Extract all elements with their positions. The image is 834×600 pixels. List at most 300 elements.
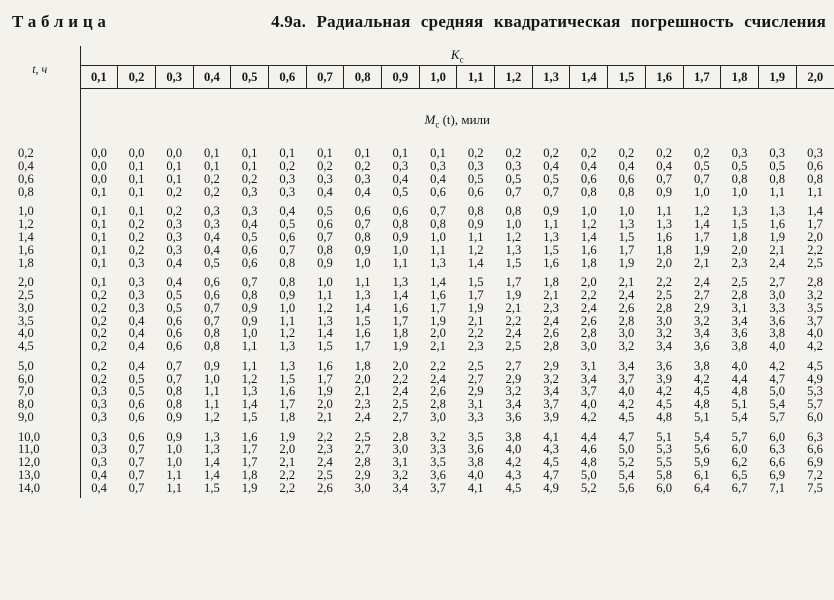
cell-value: 4,4 — [580, 429, 597, 444]
cell-value: 6,0 — [656, 480, 673, 495]
cell-value: 3,2 — [618, 339, 635, 354]
cell-value: 1,3 — [618, 217, 635, 232]
cell-value: 0,2 — [618, 146, 635, 161]
cell-value: 1,1 — [317, 287, 333, 302]
cell-value: 1,3 — [279, 358, 296, 373]
kc-value: 1,5 — [608, 66, 646, 89]
cell-value: 1,0 — [580, 204, 597, 219]
cell-value: 5,8 — [656, 467, 673, 482]
cell-value: 0,6 — [354, 204, 371, 219]
cell-value: 2,4 — [618, 287, 635, 302]
cell-value: 2,0 — [807, 229, 823, 244]
cell-value: 4,4 — [731, 371, 748, 386]
cell-value: 7,2 — [807, 467, 823, 482]
cell-value: 2,7 — [505, 358, 522, 373]
cell-value: 1,6 — [769, 217, 786, 232]
cell-value: 2,3 — [731, 255, 748, 270]
cell-value: 1,1 — [467, 229, 484, 244]
cell-value: 5,7 — [769, 409, 786, 424]
cell-value: 0,1 — [241, 159, 258, 174]
cell-value: 3,6 — [731, 326, 748, 341]
mc-arg: (t) — [442, 112, 455, 128]
t-value: 0,8 — [0, 185, 80, 198]
cell-value: 1,0 — [392, 242, 409, 257]
cell-value: 1,2 — [580, 217, 597, 232]
cell-value: 4,3 — [543, 442, 559, 457]
cell-value: 1,9 — [279, 429, 296, 444]
cell-value: 2,3 — [317, 442, 333, 457]
cell-value: 1,4 — [580, 229, 597, 244]
kc-value: 1,4 — [570, 66, 608, 89]
cell-value: 0,5 — [241, 229, 258, 244]
cell-value: 0,1 — [91, 184, 107, 199]
cell-value: 0,8 — [392, 217, 409, 232]
mc-label: M — [424, 112, 436, 128]
cell-value: 5,2 — [618, 455, 635, 470]
cell-value: 1,7 — [279, 397, 296, 412]
cell-value: 1,7 — [354, 339, 371, 354]
kc-header — [80, 46, 834, 66]
cell-value: 3,6 — [505, 409, 522, 424]
cell-value: 0,2 — [128, 242, 145, 257]
cell-value: 2,9 — [543, 358, 559, 373]
cell-value: 2,1 — [693, 255, 710, 270]
cell-value: 3,0 — [392, 442, 409, 457]
cell-value: 0,6 — [279, 229, 296, 244]
kc-sub: с — [459, 54, 464, 65]
t-value: 12,0 — [0, 456, 80, 469]
kc-value: 0,2 — [118, 66, 156, 89]
cell-value: 0,8 — [618, 184, 635, 199]
cell-value: 1,3 — [317, 313, 333, 328]
cell-value: 2,8 — [656, 300, 673, 315]
cell-value: 1,7 — [467, 287, 484, 302]
table-row — [0, 340, 834, 353]
cell-value: 5,6 — [618, 480, 635, 495]
cell-value: 3,0 — [580, 339, 597, 354]
mc-unit: мили — [461, 112, 490, 128]
cell-value: 2,1 — [618, 275, 635, 290]
kc-value: 0,7 — [306, 66, 344, 89]
cell-value: 5,4 — [693, 429, 710, 444]
cell-value: 3,7 — [807, 313, 823, 328]
cell-value: 2,3 — [354, 397, 371, 412]
cell-value: 0,5 — [166, 287, 183, 302]
cell-value: 2,1 — [769, 242, 786, 257]
cell-value: 2,9 — [693, 300, 710, 315]
t-value: 3,0 — [0, 301, 80, 314]
cell-value: 0,9 — [166, 409, 183, 424]
cell-value: 3,5 — [430, 455, 446, 470]
cell-value: 6,2 — [731, 455, 748, 470]
cell-value: 1,5 — [354, 313, 371, 328]
cell-value: 0,7 — [505, 184, 522, 199]
cell-value: 1,4 — [241, 397, 258, 412]
cell-value: 3,1 — [580, 358, 597, 373]
table-row — [0, 256, 834, 269]
cell-value: 1,6 — [392, 300, 409, 315]
cell-value: 4,2 — [656, 384, 673, 399]
cell-value: 0,1 — [128, 159, 145, 174]
cell-value: 3,8 — [467, 455, 484, 470]
table-row — [0, 372, 834, 385]
cell-value: 0,3 — [769, 146, 786, 161]
cell-value: 1,8 — [731, 229, 748, 244]
cell-value: 1,4 — [317, 326, 333, 341]
cell-value: 0,3 — [91, 409, 107, 424]
cell-value: 2,5 — [354, 429, 371, 444]
cell-value: 4,5 — [543, 455, 559, 470]
cell-value: 3,2 — [392, 467, 409, 482]
cell-value: 4,2 — [807, 339, 823, 354]
cell-value: 5,0 — [618, 442, 635, 457]
cell-value: 4,9 — [543, 480, 559, 495]
cell-value: 0,6 — [580, 171, 597, 186]
t-value: 14,0 — [0, 481, 80, 494]
cell-value: 5,0 — [769, 384, 786, 399]
cell-value: 2,6 — [317, 480, 333, 495]
cell-value: 0,3 — [91, 429, 107, 444]
cell-value: 3,6 — [656, 358, 673, 373]
t-column-header: t, ч — [0, 46, 80, 147]
cell-value: 0,6 — [128, 429, 145, 444]
cell-value: 3,6 — [430, 467, 446, 482]
cell-value: 0,2 — [656, 146, 673, 161]
cell-value: 0,6 — [241, 242, 258, 257]
cell-value: 3,1 — [731, 300, 748, 315]
cell-value: 0,4 — [128, 358, 145, 373]
cell-value: 2,2 — [467, 326, 484, 341]
cell-value: 1,3 — [204, 429, 220, 444]
cell-value: 2,8 — [731, 287, 748, 302]
cell-value: 0,3 — [807, 146, 823, 161]
cell-value: 1,0 — [430, 229, 446, 244]
t-value: 1,6 — [0, 243, 80, 256]
cell-value: 0,1 — [430, 146, 446, 161]
cell-value: 1,9 — [769, 229, 786, 244]
cell-value: 1,2 — [317, 300, 333, 315]
cell-value: 2,6 — [580, 313, 597, 328]
cell-value: 1,0 — [618, 204, 635, 219]
cell-value: 2,8 — [354, 455, 371, 470]
cell-value: 0,1 — [128, 171, 145, 186]
cell-value: 3,3 — [769, 300, 786, 315]
t-value: 8,0 — [0, 398, 80, 411]
cell-value: 4,5 — [693, 384, 710, 399]
cell-value: 0,6 — [317, 217, 333, 232]
cell-value: 2,0 — [580, 275, 597, 290]
table-row — [0, 385, 834, 398]
cell-value: 1,6 — [580, 242, 597, 257]
cell-value: 0,3 — [128, 255, 145, 270]
cell-value: 4,0 — [580, 397, 597, 412]
cell-value: 0,4 — [204, 242, 220, 257]
cell-value: 0,9 — [392, 229, 409, 244]
cell-value: 3,2 — [505, 384, 522, 399]
cell-value: 0,7 — [128, 480, 145, 495]
cell-value: 3,4 — [392, 480, 409, 495]
cell-value: 0,6 — [618, 171, 635, 186]
cell-value: 1,9 — [505, 287, 522, 302]
cell-value: 1,2 — [693, 204, 710, 219]
cell-value: 0,3 — [241, 204, 258, 219]
cell-value: 1,1 — [543, 217, 559, 232]
cell-value: 0,7 — [166, 358, 183, 373]
cell-value: 0,9 — [467, 217, 484, 232]
cell-value: 3,7 — [543, 397, 559, 412]
table-row — [0, 289, 834, 302]
cell-value: 1,0 — [279, 300, 296, 315]
cell-value: 0,2 — [241, 171, 258, 186]
cell-value: 0,6 — [166, 313, 183, 328]
mc-header: $M_с$ (t), мили — [424, 112, 490, 130]
cell-value: 0,4 — [128, 326, 145, 341]
cell-value: 6,0 — [769, 429, 786, 444]
cell-value: 3,8 — [693, 358, 710, 373]
cell-value: 1,3 — [354, 287, 371, 302]
cell-value: 3,2 — [693, 313, 710, 328]
cell-value: 0,8 — [430, 217, 446, 232]
cell-value: 1,1 — [392, 255, 409, 270]
t-unit: ч — [41, 62, 48, 76]
cell-value: 1,1 — [204, 384, 220, 399]
cell-value: 0,1 — [392, 146, 409, 161]
cell-value: 0,2 — [354, 159, 371, 174]
table-row — [0, 469, 834, 482]
cell-value: 0,7 — [354, 217, 371, 232]
cell-value: 1,7 — [693, 229, 710, 244]
cell-value: 3,2 — [430, 429, 446, 444]
cell-value: 0,6 — [166, 339, 183, 354]
cell-value: 3,4 — [618, 358, 635, 373]
t-value: 1,2 — [0, 218, 80, 231]
cell-value: 4,2 — [769, 358, 786, 373]
cell-value: 0,8 — [317, 242, 333, 257]
cell-value: 4,2 — [693, 371, 710, 386]
cell-value: 2,4 — [580, 300, 597, 315]
cell-value: 0,4 — [618, 159, 635, 174]
cell-value: 6,9 — [769, 467, 786, 482]
cell-value: 5,5 — [656, 455, 673, 470]
t-value: 9,0 — [0, 411, 80, 424]
cell-value: 3,5 — [467, 429, 484, 444]
cell-value: 5,0 — [580, 467, 597, 482]
cell-value: 0,2 — [91, 358, 107, 373]
t-value: 11,0 — [0, 443, 80, 456]
cell-value: 2,9 — [505, 371, 522, 386]
cell-value: 3,4 — [656, 339, 673, 354]
cell-value: 2,8 — [618, 313, 635, 328]
cell-value: 1,7 — [241, 455, 258, 470]
cell-value: 2,1 — [543, 287, 559, 302]
cell-value: 5,4 — [618, 467, 635, 482]
t-value: 4,0 — [0, 327, 80, 340]
cell-value: 4,2 — [505, 455, 522, 470]
kc-value: 1,3 — [532, 66, 570, 89]
cell-value: 0,9 — [204, 358, 220, 373]
cell-value: 3,2 — [543, 371, 559, 386]
cell-value: 5,4 — [731, 409, 748, 424]
table-row — [0, 231, 834, 244]
cell-value: 3,0 — [656, 313, 673, 328]
cell-value: 0,8 — [769, 171, 786, 186]
cell-value: 6,1 — [693, 467, 710, 482]
cell-value: 3,8 — [731, 339, 748, 354]
cell-value: 5,7 — [807, 397, 823, 412]
t-value: 2,0 — [0, 276, 80, 289]
cell-value: 4,0 — [807, 326, 823, 341]
cell-value: 0,1 — [279, 146, 296, 161]
cell-value: 0,3 — [91, 384, 107, 399]
cell-value: 0,3 — [279, 171, 296, 186]
cell-value: 0,2 — [91, 300, 107, 315]
cell-value: 4,2 — [618, 397, 635, 412]
cell-value: 0,1 — [241, 146, 258, 161]
mc-sub: с — [435, 119, 440, 130]
table-row — [0, 243, 834, 256]
cell-value: 0,2 — [204, 171, 220, 186]
cell-value: 2,8 — [807, 275, 823, 290]
cell-value: 0,5 — [128, 371, 145, 386]
cell-value: 2,6 — [618, 300, 635, 315]
t-value: 0,6 — [0, 173, 80, 186]
cell-value: 2,7 — [467, 371, 484, 386]
cell-value: 0,5 — [769, 159, 786, 174]
cell-value: 0,7 — [128, 455, 145, 470]
cell-value: 2,1 — [317, 409, 333, 424]
cell-value: 1,4 — [204, 467, 220, 482]
cell-value: 5,1 — [693, 409, 710, 424]
cell-value: 0,1 — [204, 159, 220, 174]
cell-value: 2,2 — [580, 287, 597, 302]
cell-value: 0,4 — [91, 467, 107, 482]
cell-value: 2,2 — [279, 480, 296, 495]
cell-value: 0,9 — [543, 204, 559, 219]
cell-value: 0,3 — [354, 171, 371, 186]
table-caption — [12, 12, 826, 38]
cell-value: 2,5 — [317, 467, 333, 482]
cell-value: 4,1 — [543, 429, 559, 444]
kc-value: 0,8 — [344, 66, 382, 89]
cell-value: 2,1 — [430, 339, 446, 354]
cell-value: 1,6 — [354, 326, 371, 341]
cell-value: 0,6 — [128, 397, 145, 412]
kc-values-row — [0, 66, 834, 89]
cell-value: 2,0 — [354, 371, 371, 386]
cell-value: 0,2 — [543, 146, 559, 161]
cell-value: 2,4 — [693, 275, 710, 290]
cell-value: 1,0 — [166, 442, 183, 457]
cell-value: 0,3 — [128, 275, 145, 290]
cell-value: 0,8 — [731, 171, 748, 186]
cell-value: 3,9 — [543, 409, 559, 424]
cell-value: 2,4 — [392, 384, 409, 399]
cell-value: 1,6 — [656, 229, 673, 244]
cell-value: 1,4 — [392, 287, 409, 302]
kc-value: 0,5 — [231, 66, 269, 89]
cell-value: 0,1 — [204, 146, 220, 161]
cell-value: 0,8 — [204, 326, 220, 341]
cell-value: 0,2 — [467, 146, 484, 161]
cell-value: 0,1 — [91, 217, 107, 232]
cell-value: 1,5 — [543, 242, 559, 257]
cell-value: 0,2 — [128, 229, 145, 244]
cell-value: 1,7 — [317, 371, 333, 386]
cell-value: 2,2 — [656, 275, 673, 290]
cell-value: 0,8 — [354, 229, 371, 244]
cell-value: 0,4 — [656, 159, 673, 174]
cell-value: 1,2 — [505, 229, 522, 244]
cell-value: 0,1 — [317, 146, 333, 161]
cell-value: 0,8 — [166, 397, 183, 412]
kc-value: 0,3 — [155, 66, 193, 89]
cell-value: 0,9 — [241, 313, 258, 328]
cell-value: 0,7 — [241, 275, 258, 290]
t-value: 13,0 — [0, 469, 80, 482]
cell-value: 0,9 — [354, 242, 371, 257]
cell-value: 0,5 — [505, 171, 522, 186]
cell-value: 2,3 — [543, 300, 559, 315]
cell-value: 3,8 — [505, 429, 522, 444]
cell-value: 1,3 — [204, 442, 220, 457]
table-row — [0, 430, 834, 443]
cell-value: 2,7 — [354, 442, 371, 457]
cell-value: 0,6 — [166, 326, 183, 341]
cell-value: 0,1 — [354, 146, 371, 161]
cell-value: 1,3 — [430, 255, 446, 270]
cell-value: 0,5 — [204, 255, 220, 270]
cell-value: 1,5 — [505, 255, 522, 270]
cell-value: 1,5 — [467, 275, 484, 290]
cell-value: 2,6 — [430, 384, 446, 399]
t-label: t — [32, 62, 36, 76]
cell-value: 5,6 — [693, 442, 710, 457]
cell-value: 0,2 — [91, 326, 107, 341]
cell-value: 0,7 — [543, 184, 559, 199]
cell-value: 4,5 — [505, 480, 522, 495]
cell-value: 0,3 — [128, 300, 145, 315]
cell-value: 2,5 — [467, 358, 484, 373]
cell-value: 0,6 — [128, 409, 145, 424]
cell-value: 2,6 — [543, 326, 559, 341]
kc-value: 1,9 — [758, 66, 796, 89]
cell-value: 0,5 — [543, 171, 559, 186]
table-row — [0, 327, 834, 340]
cell-value: 3,6 — [467, 442, 484, 457]
cell-value: 0,7 — [166, 371, 183, 386]
cell-value: 4,7 — [618, 429, 635, 444]
cell-value: 0,7 — [656, 171, 673, 186]
cell-value: 0,2 — [91, 371, 107, 386]
cell-value: 6,6 — [769, 455, 786, 470]
cell-value: 5,4 — [769, 397, 786, 412]
cell-value: 4,6 — [580, 442, 597, 457]
cell-value: 1,1 — [204, 397, 220, 412]
cell-value: 3,3 — [430, 442, 446, 457]
cell-value: 1,9 — [693, 242, 710, 257]
cell-value: 2,2 — [807, 242, 823, 257]
cell-value: 0,3 — [91, 455, 107, 470]
cell-value: 2,7 — [769, 275, 786, 290]
t-value: 0,2 — [0, 147, 80, 160]
cell-value: 1,7 — [807, 217, 823, 232]
cell-value: 0,8 — [279, 255, 296, 270]
cell-value: 3,6 — [693, 339, 710, 354]
cell-value: 1,4 — [467, 255, 484, 270]
cell-value: 5,1 — [731, 397, 748, 412]
t-value: 2,5 — [0, 289, 80, 302]
table-row — [0, 205, 834, 218]
